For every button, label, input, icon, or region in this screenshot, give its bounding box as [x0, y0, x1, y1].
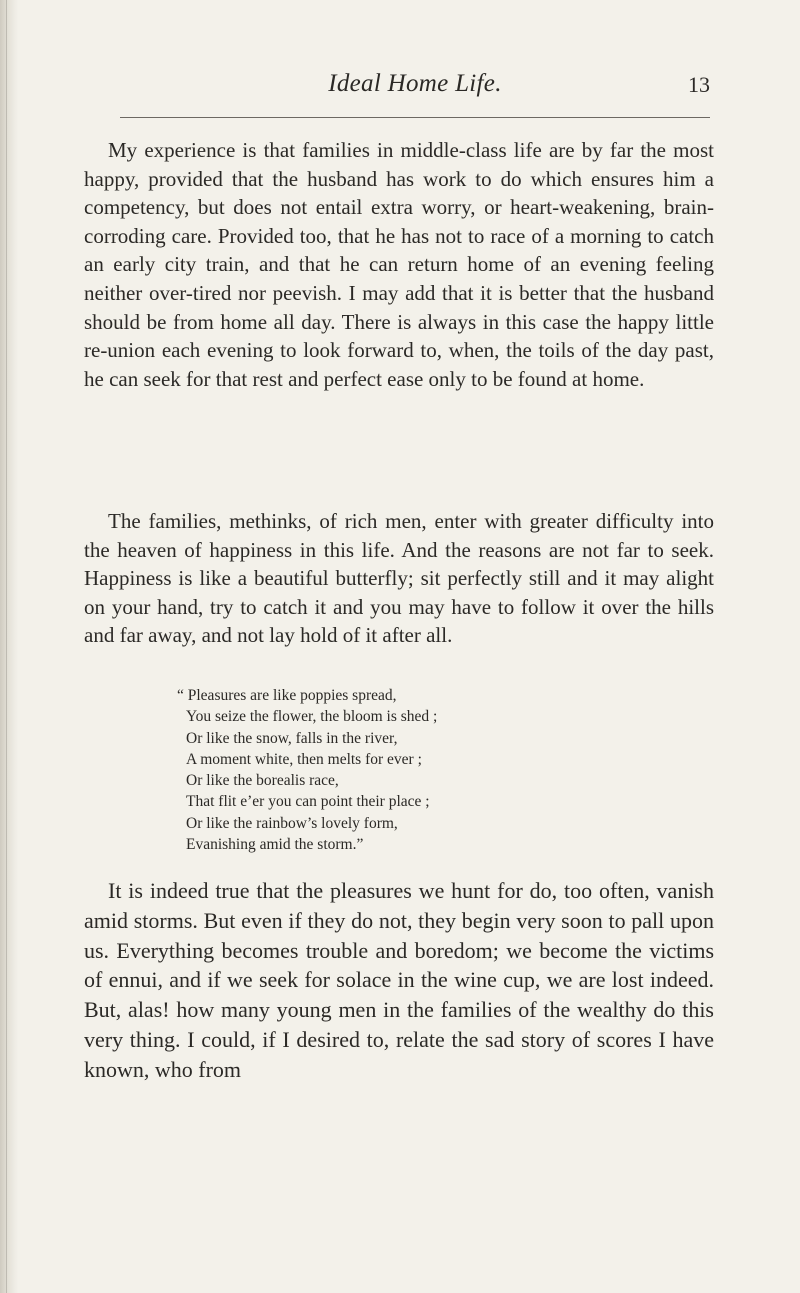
verse-line: “ Pleasures are like poppies spread, [177, 687, 397, 704]
header-rule [120, 117, 710, 118]
page-gutter-shadow [0, 0, 18, 1293]
paragraph-rich-families: The families, methinks, of rich men, enter with greater difficulty into the heaven of happiness in this life. And the reasons are not far to seek. Happiness is like a beautiful butterfly; sit perfectly still and it may alight on your hand, try to catch it and you may have to follow it over the hills and far away, and not lay hold of it after all. [84, 509, 714, 648]
verse-quotation [177, 685, 646, 855]
paragraph-pleasures: It is indeed true that the pleasures we hunt for do, too often, vanish amid storms. But even if they do not, they begin very soon to pall upon us. Everything becomes trouble and boredom; we become the victims of ennui, and if we seek for solace in the wine cup, we are lost indeed. But, alas! how many young men in the families of the wealthy do this very thing. I could, if I desired to, relate the sad story of scores I have known, who from [84, 878, 714, 1082]
verse-line: Evanishing amid the storm.” [186, 836, 364, 854]
verse-line: You seize the flower, the bloom is shed ; [186, 708, 438, 726]
verse-line: Or like the rainbow’s lovely form, [186, 814, 398, 832]
running-head [120, 70, 710, 110]
verse-line: Or like the borealis race, [186, 772, 339, 790]
verse-line: A moment white, then melts for ever ; [186, 750, 422, 768]
page-number: 13 [688, 72, 710, 97]
verse-line: Or like the snow, falls in the river, [186, 729, 398, 747]
running-head-title: Ideal Home Life. [328, 70, 502, 97]
verse-line: That flit e’er you can point their place ; [186, 793, 430, 811]
page-gutter-line [6, 0, 7, 1293]
paragraph-experience: My experience is that families in middle-class life are by far the most happy, provided that the husband has work to do which ensures him a competency, but does not entail extra worry, or heart-weakening, brain-corroding care. Provided too, that he has not to race of a morning to catch an early city train, and that he can return home of an evening feeling neither over-tired nor peevish. I may add that it is better that the husband should be from home all day. There is always in this case the happy little re-union each evening to look forward to, when, the toils of the day past, he can seek for that rest and perfect ease only to be found at home. [84, 138, 714, 391]
